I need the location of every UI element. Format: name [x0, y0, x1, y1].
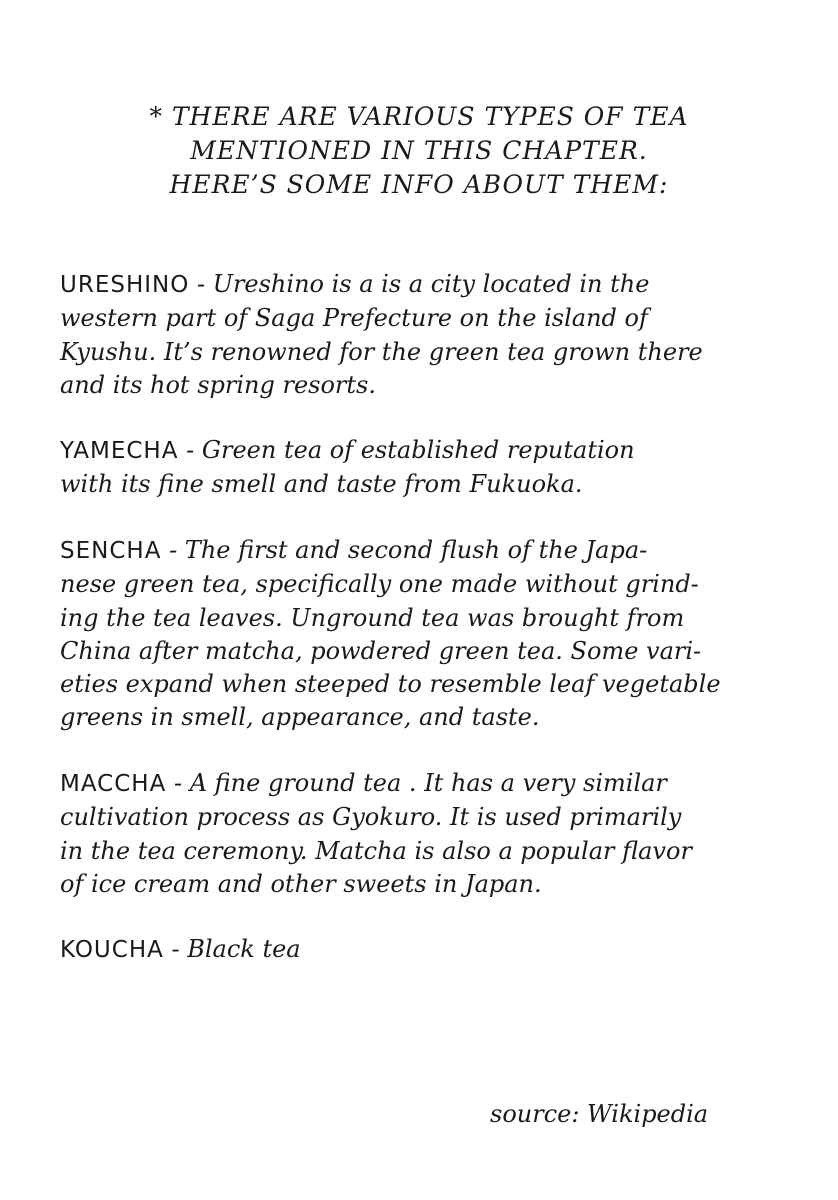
entry-text: with its fine smell and taste from Fukuoka.: [60, 470, 583, 499]
entry-text: cultivation process as Gyokuro. It is used primarily: [60, 803, 682, 832]
entry-first-line: [60, 268, 703, 302]
entry-maccha: [60, 767, 692, 901]
entry-term: MACCHA: [60, 771, 167, 797]
entry-text: in the tea ceremony. Matcha is also a popular flavor: [60, 836, 692, 865]
entry-term: YAMECHA: [60, 438, 179, 464]
entry-text: western part of Saga Prefecture on the island of: [60, 304, 648, 333]
entry-first-line: [60, 534, 721, 568]
entry-yamecha: [60, 434, 635, 502]
entry-text: Kyushu. It’s renowned for the green tea grown there: [60, 337, 703, 366]
heading: [60, 100, 778, 202]
source-credit: source: Wikipedia: [490, 1100, 709, 1128]
heading-line: * THERE ARE VARIOUS TYPES OF TEA: [149, 102, 689, 131]
entry-text: - The first and second flush of the Japa-: [161, 536, 648, 564]
entry-text: - Black tea: [163, 935, 301, 963]
entry-text: China after matcha, powdered green tea. Some vari-: [60, 636, 702, 665]
entry-text: - Green tea of established reputation: [178, 436, 635, 464]
entry-text: and its hot spring resorts.: [60, 370, 376, 399]
heading-line: HERE’S SOME INFO ABOUT THEM:: [169, 170, 669, 199]
entry-text: nese green tea, specifically one made without grind-: [60, 570, 699, 599]
entry-ureshino: [60, 268, 703, 402]
entry-first-line: [60, 767, 692, 801]
entry-term: KOUCHA: [60, 937, 164, 963]
entry-text: eties expand when steeped to resemble leaf vegetable: [60, 670, 721, 699]
entry-first-line: [60, 933, 301, 967]
entry-text: ing the tea leaves. Unground tea was brought from: [60, 603, 685, 632]
entry-koucha: [60, 933, 301, 967]
heading-line: MENTIONED IN THIS CHAPTER.: [190, 136, 648, 165]
entry-term: URESHINO: [60, 272, 190, 298]
entry-text: greens in smell, appearance, and taste.: [60, 703, 540, 732]
entry-first-line: [60, 434, 635, 468]
entry-sencha: [60, 534, 721, 735]
entry-text: - Ureshino is a is a city located in the: [189, 270, 650, 298]
entry-text: of ice cream and other sweets in Japan.: [60, 869, 542, 898]
entry-text: - A fine ground tea . It has a very similar: [166, 769, 667, 797]
entry-term: SENCHA: [60, 538, 162, 564]
